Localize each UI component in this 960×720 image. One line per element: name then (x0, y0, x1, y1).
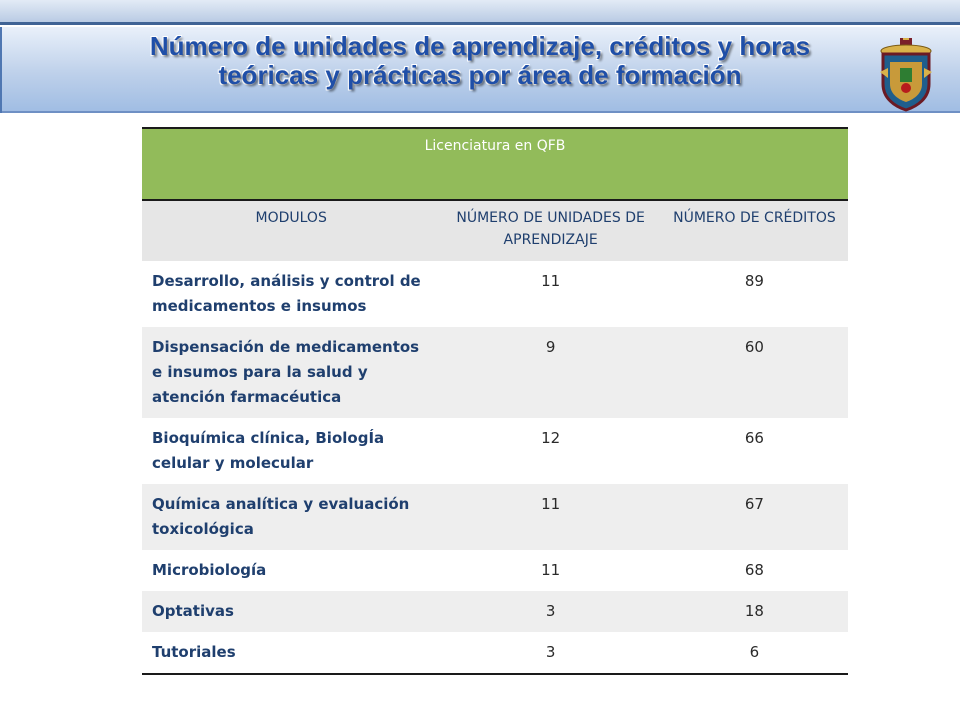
table-row (142, 632, 848, 674)
credits-cell: 68 (661, 550, 848, 591)
module-cell: Tutoriales (142, 632, 440, 674)
credits-cell: 66 (661, 418, 848, 484)
module-cell: Dispensación de medicamentos e insumos para la salud y atención farmacéutica (142, 327, 440, 418)
slide-title (120, 32, 840, 90)
credits-cell: 89 (661, 261, 848, 327)
module-cell: Química analítica y evaluación toxicológica (142, 484, 440, 550)
table-row (142, 484, 848, 550)
column-header-units: NÚMERO DE UNIDADES DE APRENDIZAJE (440, 200, 661, 261)
credits-cell: 18 (661, 591, 848, 632)
units-cell: 3 (440, 632, 661, 674)
program-name: Licenciatura en QFB (142, 128, 848, 200)
table-column-headers (142, 200, 848, 261)
top-strip (0, 0, 960, 25)
table-row (142, 591, 848, 632)
module-cell: Desarrollo, análisis y control de medicamentos e insumos (142, 261, 440, 327)
university-crest-icon (878, 38, 934, 112)
table-row (142, 418, 848, 484)
table-row (142, 327, 848, 418)
units-cell: 12 (440, 418, 661, 484)
slide-title-line-2: teóricas y prácticas por área de formación (218, 60, 742, 90)
column-header-modules: MODULOS (142, 200, 440, 261)
module-cell: Bioquímica clínica, BiologÍa celular y molecular (142, 418, 440, 484)
column-header-credits: NÚMERO DE CRÉDITOS (661, 200, 848, 261)
table-program-header (142, 128, 848, 200)
units-cell: 11 (440, 550, 661, 591)
credits-cell: 60 (661, 327, 848, 418)
module-cell: Microbiología (142, 550, 440, 591)
units-cell: 11 (440, 484, 661, 550)
table-row (142, 550, 848, 591)
credits-cell: 67 (661, 484, 848, 550)
credits-cell: 6 (661, 632, 848, 674)
module-cell: Optativas (142, 591, 440, 632)
units-cell: 9 (440, 327, 661, 418)
credits-table (142, 127, 848, 675)
slide-title-line-1: Número de unidades de aprendizaje, créditos y horas (149, 31, 811, 61)
units-cell: 3 (440, 591, 661, 632)
units-cell: 11 (440, 261, 661, 327)
table-row (142, 261, 848, 327)
